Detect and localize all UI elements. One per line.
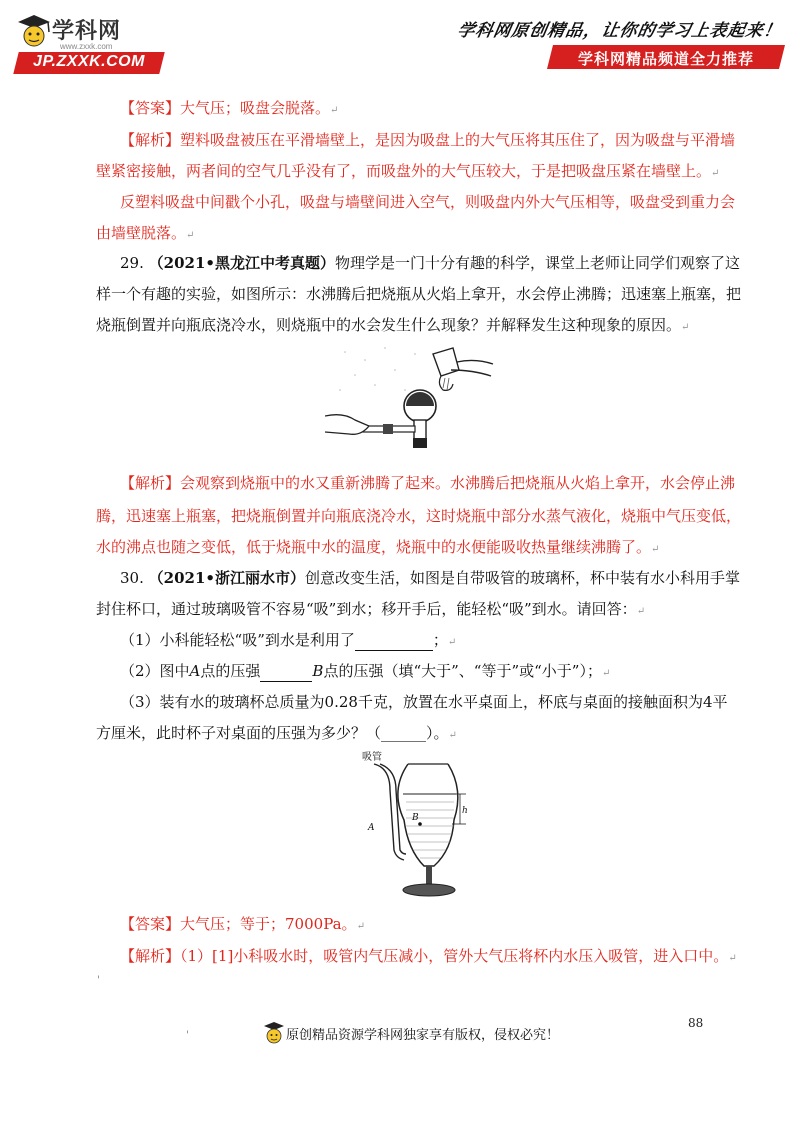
explanation-29-line-2: 腾，迅速塞上瓶塞，把烧瓶倒置并向瓶底浇冷水，这时烧瓶中部分水蒸气液化，烧瓶中气压变低， (96, 507, 742, 525)
margin-mark: ' (97, 975, 100, 986)
explanation-29-line-3: 水的沸点也随之变低，低于烧瓶中水的温度，烧瓶中的水便能吸收热量继续沸腾了。↵ (96, 538, 660, 556)
label-h: h (462, 806, 468, 816)
logo-small-url: www.zxxk.com (60, 42, 113, 51)
logo-url: JP.ZXXK.COM (33, 53, 145, 70)
explanation-29-line-1: 【解析】会观察到烧瓶中的水又重新沸腾了起来。水沸腾后把烧瓶从火焰上拿开，水会停止沸 (120, 474, 736, 492)
label-a: A (368, 823, 375, 833)
explanation-28-line-2: 壁紧密接触，两者间的空气几乎没有了，而吸盘外的大气压较大，于是把吸盘压紧在墙壁上。↵ (96, 162, 720, 180)
mascot-icon (262, 1020, 286, 1048)
flask-experiment-figure (325, 340, 495, 458)
question-30-sub-3-line-1: （3）装有水的玻璃杯总质量为0.28千克，放置在水平桌面上，杯底与桌面的接触面积为4平 (120, 693, 728, 711)
glass-straw-figure (360, 750, 470, 902)
header-banner-text: 学科网精品频道全力推荐 (577, 50, 754, 68)
site-logo (14, 12, 164, 74)
explanation-28-line-1: 【解析】塑料吸盘被压在平滑墙壁上，是因为吸盘上的大气压将其压住了，因为吸盘与平滑墙 (120, 131, 736, 149)
question-29-line-2: 样一个有趣的实验，如图所示：水沸腾后把烧瓶从火焰上拿开，水会停止沸腾；迅速塞上瓶塞，把 (96, 285, 742, 303)
explanation-28-line-3: 反塑料吸盘中间戳个小孔，吸盘与墙壁间进入空气，则吸盘内外大气压相等，吸盘受到重力会 (120, 193, 736, 211)
answer-30: 【答案】大气压；等于；7000Pa。↵ (120, 915, 365, 933)
footer-copyright: 原创精品资源学科网独家享有版权，侵权必究！ (286, 1028, 560, 1043)
question-29-line-3: 烧瓶倒置并向瓶底浇冷水，则烧瓶中的水会发生什么现象？并解释发生这种现象的原因。↵ (96, 316, 690, 334)
question-30-line-1: 30. （2021•浙江丽水市）创意改变生活，如图是自带吸管的玻璃杯，杯中装有水小科用手掌 (120, 569, 740, 587)
header-slogan: 学科网原创精品，让你的学习上表起来！ (455, 21, 784, 41)
question-30-sub-2: （2）图中A点的压强 B点的压强（填“大于”、“等于”或“小于”）；↵ (120, 662, 611, 680)
mascot-icon (14, 12, 54, 52)
answer-28: 【答案】大气压；吸盘会脱落。↵ (120, 99, 339, 117)
question-30-sub-3-line-2: 方厘米，此时杯子对桌面的压强为多少？（______）。↵ (96, 724, 457, 742)
label-b: B (412, 813, 419, 823)
footer-mark: ' (186, 1030, 189, 1041)
question-30-line-2: 封住杯口，通过玻璃吸管不容易“吸”到水；移开手后，能轻松“吸”到水。请回答：↵ (96, 600, 646, 618)
answer-blank-2[interactable] (260, 661, 312, 682)
logo-text: 学科网 (52, 19, 122, 44)
label-straw: 吸管 (362, 752, 382, 763)
explanation-30-line-1: 【解析】（1）[1]小科吸水时，吸管内气压减小，管外大气压将杯内水压入吸管，进入口中。↵ (120, 947, 737, 965)
question-30-sub-1: （1）小科能轻松“吸”到水是利用了 ；↵ (120, 631, 457, 649)
answer-blank-1[interactable] (355, 630, 433, 651)
explanation-28-line-4: 由墙壁脱落。↵ (96, 224, 195, 242)
page-number: 88 (688, 1016, 704, 1030)
question-29-line-1: 29. （2021•黑龙江中考真题）物理学是一门十分有趣的科学，课堂上老师让同学们观察了这 (120, 254, 740, 272)
